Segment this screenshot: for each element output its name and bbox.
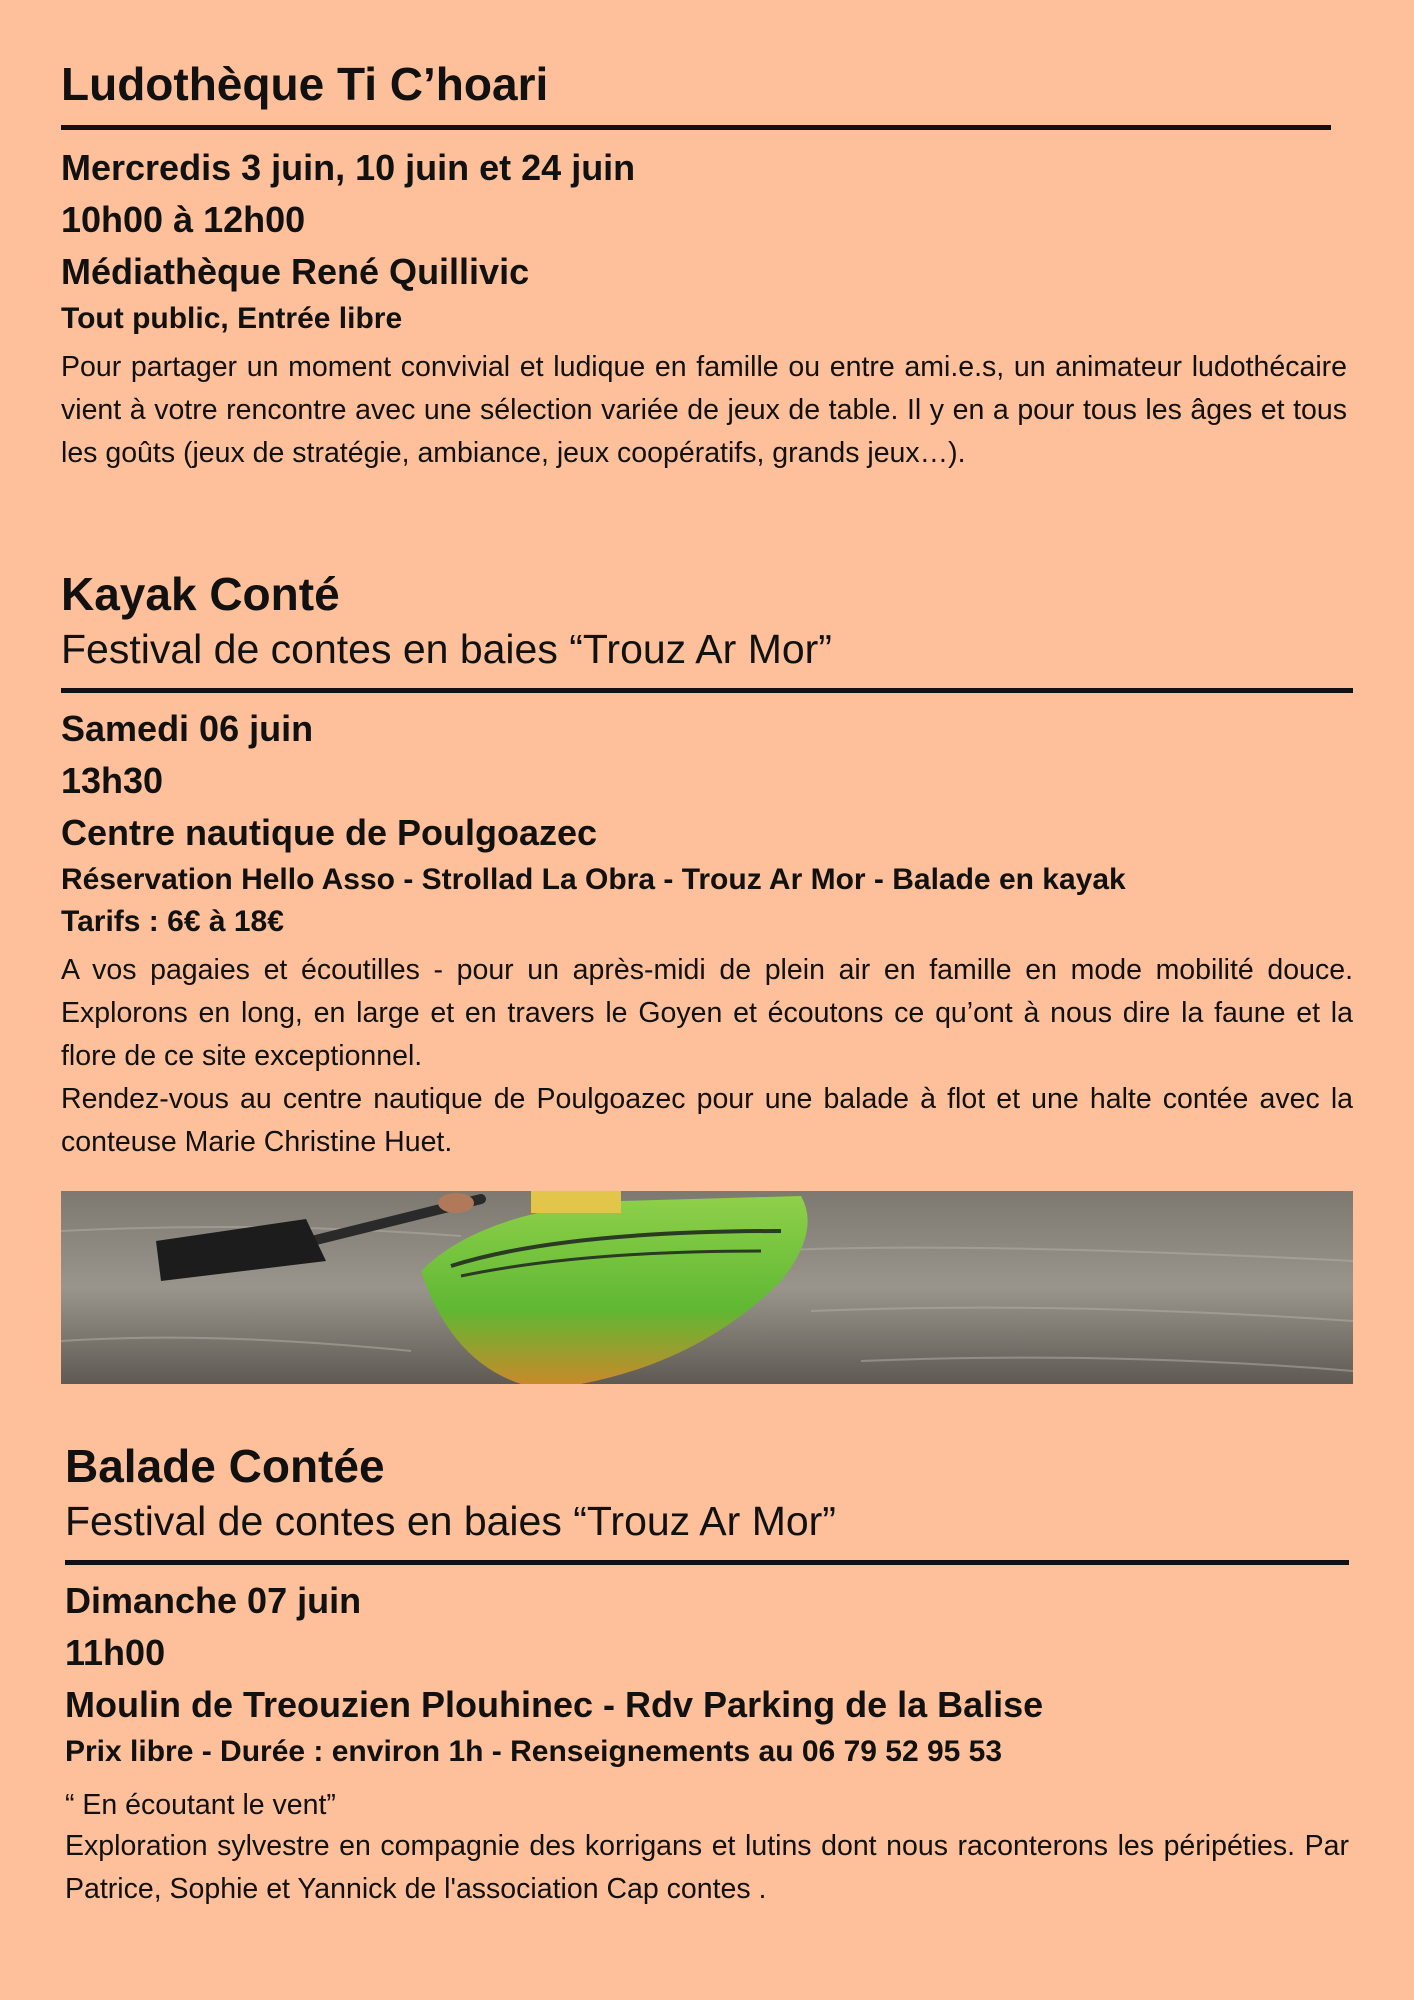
event-description: Exploration sylvestre en compagnie des korrigans et lutins dont nous raconterons les péripéties. Par Patrice, Sophie et Yannick de l'association Cap contes . [65,1830,1349,1906]
event-info: Prix libre - Durée : environ 1h - Renseignements au 06 79 52 95 53 [65,1735,1003,1769]
event-time: 10h00 à 12h00 [61,198,306,240]
event-title: Balade Contée [65,1440,385,1492]
event-subtitle: Festival de contes en baies “Trouz Ar Mor” [65,1497,836,1544]
event-title: Ludothèque Ti C’hoari [61,58,549,110]
event-balade-contee [65,1440,1349,1911]
event-place: Moulin de Treouzien Plouhinec - Rdv Parking de la Balise [65,1684,1044,1726]
event-time: 11h00 [65,1632,166,1674]
event-description: Pour partager un moment convivial et ludique en famille ou entre ami.e.s, un animateur ludothécaire vient à votre rencontre avec une sélection variée de jeux de table. Il y en a pour tous les âges et tous les goûts (jeux de stratégie, ambiance, jeux coopératifs, grands jeux…). [61,350,1347,469]
event-date: Mercredis 3 juin, 10 juin et 24 juin [61,146,636,188]
event-place: Centre nautique de Poulgoazec [61,812,598,854]
event-ludotheque [61,58,1347,475]
kayak-photo [61,1191,1353,1384]
event-description-2: Rendez-vous au centre nautique de Poulgoazec pour une balade à flot et une halte contée avec la conteuse Marie Christine Huet. [61,1083,1353,1159]
event-info: Tout public, Entrée libre [61,301,403,335]
event-date: Samedi 06 juin [61,708,314,750]
event-date: Dimanche 07 juin [65,1580,362,1622]
event-time: 13h30 [61,760,164,802]
divider [61,688,1353,693]
divider [61,125,1331,130]
event-info: Réservation Hello Asso - Strollad La Obra - Trouz Ar Mor - Balade en kayak [61,863,1126,897]
event-kayak-conte [61,568,1353,1164]
event-description: A vos pagaies et écoutilles - pour un après-midi de plein air en famille en mode mobilité douce. Explorons en long, en large et en travers le Goyen et écoutons ce qu’ont à nous dire la faune et la flore de ce site exceptionnel. [61,954,1353,1073]
event-price: Tarifs : 6€ à 18€ [61,905,284,939]
event-title: Kayak Conté [61,568,340,620]
event-place: Médiathèque René Quillivic [61,250,530,292]
event-subtitle: Festival de contes en baies “Trouz Ar Mor” [61,625,832,672]
event-quote: “ En écoutant le vent” [65,1789,336,1822]
divider [65,1560,1349,1565]
